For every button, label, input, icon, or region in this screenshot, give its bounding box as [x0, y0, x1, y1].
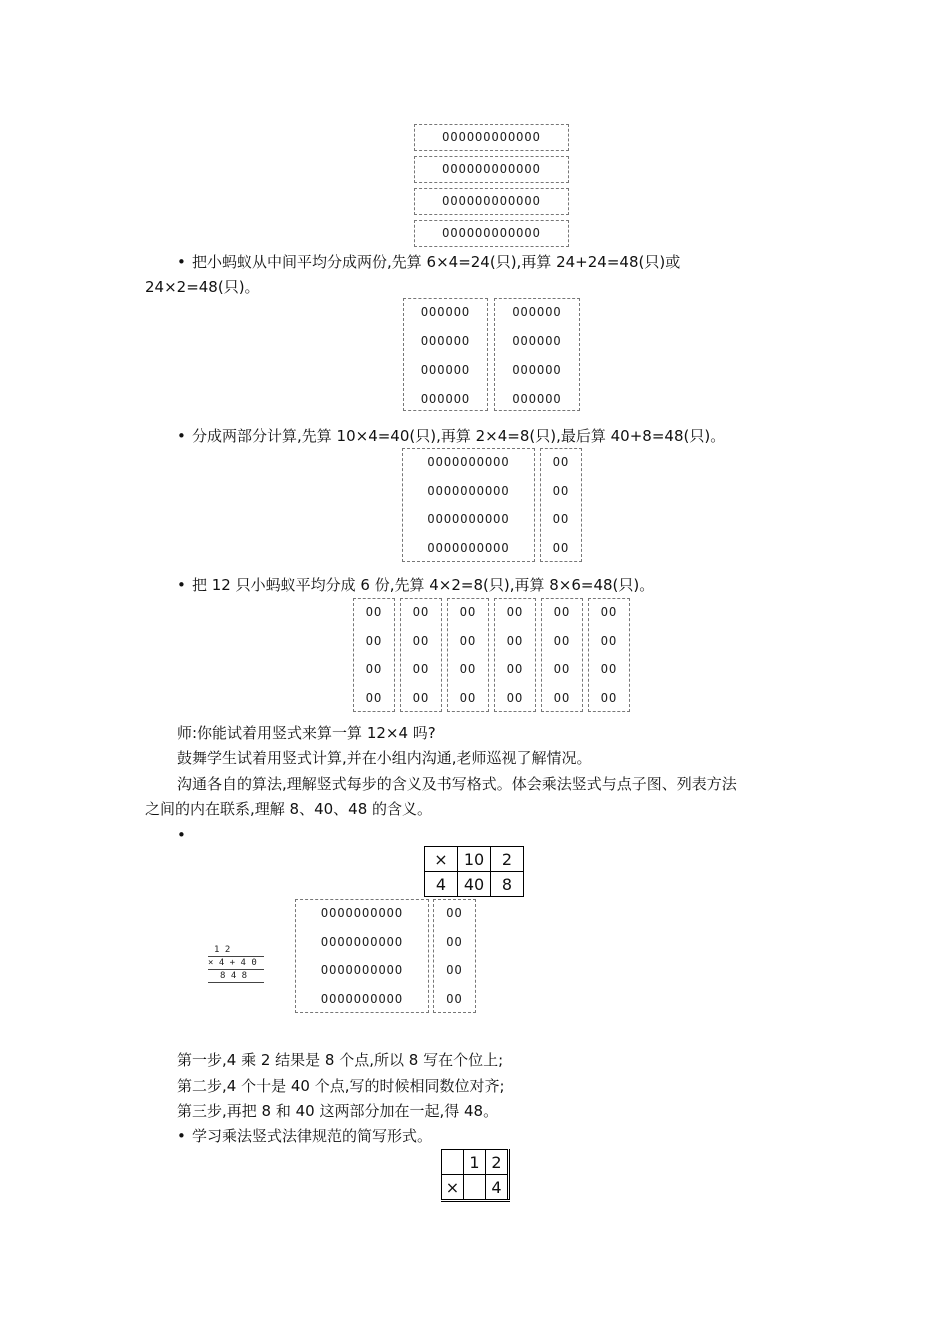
step-4: 学习乘法竖式法律规范的简写形式。 [192, 1127, 433, 1145]
dot-group-right [494, 298, 580, 411]
text-line-1: 把小蚂蚁从中间平均分成两份,先算 6×4=24(只),再算 24+24=48(只)或 [192, 253, 681, 271]
dot-row-text: OO [552, 512, 570, 526]
dot-group-ones [540, 448, 582, 562]
table-row [442, 1150, 509, 1175]
multiplication-table [424, 846, 524, 897]
dot-row-text: OOOOOO [420, 334, 471, 348]
bullet: • [177, 826, 186, 844]
table-row [442, 1175, 509, 1201]
dot-row-text: OO [459, 662, 477, 676]
dot-row-text: OOOOOOOOOO [320, 992, 404, 1006]
vcalc-line-1: 1 2 [214, 945, 231, 955]
dot-row-text: OO [365, 634, 383, 648]
dot-row-text: OO [446, 906, 463, 920]
dot-row-text: OOOOOOOOOOOO [442, 226, 541, 240]
dot-row-text: OO [552, 484, 570, 498]
dot-row-text: OO [365, 662, 383, 676]
bullet: • [177, 253, 186, 271]
text-line-2: 24×2=48(只)。 [145, 278, 260, 296]
dot-row-text: OO [446, 963, 463, 977]
dot-row-text: OO [600, 634, 618, 648]
dot-row-text: OOOOOOOOOO [427, 512, 510, 526]
dot-row-text: OO [446, 992, 463, 1006]
dot-row-text: OOOOOOOOOO [427, 484, 510, 498]
dot-row-text: OOOOOOOOOOOO [442, 130, 541, 144]
dot-row-text: OOOOOOOOOO [320, 906, 404, 920]
dot-row-4 [414, 220, 569, 247]
dot-group-ones-2 [433, 899, 476, 1013]
dot-group-left [403, 298, 488, 411]
dot-row-text: OOOOOOOOOOOO [442, 194, 541, 208]
dot-row-text: OO [365, 605, 383, 619]
paragraph-communicate-cont: 之间的内在联系,理解 8、40、48 的含义。 [145, 800, 433, 818]
dot-row-text: OOOOOO [420, 305, 471, 319]
table-cell: 2 [491, 847, 524, 872]
step-2: 第二步,4 个十是 40 个点,写的时候相同数位对齐; [177, 1077, 505, 1095]
paragraph-encourage: 鼓舞学生试着用竖式计算,并在小组内沟通,老师巡视了解情况。 [177, 749, 592, 767]
dot-row-text: OOOOOOOOOO [320, 935, 404, 949]
dot-row-text: OOOOOOOOOO [320, 963, 404, 977]
text-line-3: 分成两部分计算,先算 10×4=40(只),再算 2×4=8(只),最后算 40+8=48(只)。 [192, 427, 726, 445]
table-cell: 2 [486, 1150, 509, 1175]
dot-row-text: OO [506, 605, 524, 619]
dot-row-text: OO [552, 541, 570, 555]
table-cell: 40 [458, 872, 491, 897]
table-cell: 4 [486, 1175, 509, 1201]
dot-group-tens-2 [295, 899, 429, 1013]
dot-row-text: OO [600, 662, 618, 676]
dot-row-text: OO [553, 662, 571, 676]
paragraph-communicate: 沟通各自的算法,理解竖式每步的含义及书写格式。体会乘法竖式与点子图、列表方法 [177, 775, 737, 793]
dot-group-3 [447, 598, 489, 712]
dot-row-text: OO [412, 691, 430, 705]
dot-group-tens [402, 448, 535, 562]
dot-row-text: OO [412, 662, 430, 676]
dot-group-2 [400, 598, 442, 712]
dot-row-text: OO [365, 691, 383, 705]
bullet: • [177, 576, 186, 594]
bullet: • [177, 1127, 186, 1145]
dot-group-6 [588, 598, 630, 712]
dot-row-text: OO [600, 691, 618, 705]
dot-row-text: OO [446, 935, 463, 949]
step-1: 第一步,4 乘 2 结果是 8 个点,所以 8 写在个位上; [177, 1051, 504, 1069]
vertical-form-table [441, 1149, 510, 1202]
table-row [425, 872, 524, 897]
dot-row-text: OOOOOO [512, 305, 562, 319]
table-cell: 10 [458, 847, 491, 872]
bullet: • [177, 427, 186, 445]
dot-row-text: OO [459, 605, 477, 619]
table-cell [464, 1175, 486, 1201]
dot-row-text: OO [412, 605, 430, 619]
dot-row-text: OOOOOOOOOO [427, 455, 510, 469]
table-cell [442, 1150, 464, 1175]
dot-row-text: OO [600, 605, 618, 619]
step-3: 第三步,再把 8 和 40 这两部分加在一起,得 48。 [177, 1102, 499, 1120]
dot-row-text: OO [506, 691, 524, 705]
dot-row-text: OO [553, 605, 571, 619]
table-cell: 4 [425, 872, 458, 897]
dot-row-text: OO [506, 662, 524, 676]
dot-row-text: OO [506, 634, 524, 648]
table-row [425, 847, 524, 872]
dot-row-text: OOOOOOOOOOOO [442, 162, 541, 176]
dot-row-text: OOOOOO [420, 392, 471, 406]
vertical-calculation [208, 944, 264, 983]
dot-row-text: OO [412, 634, 430, 648]
dot-row-3 [414, 188, 569, 215]
dot-group-4 [494, 598, 536, 712]
text-line-4: 把 12 只小蚂蚁平均分成 6 份,先算 4×2=8(只),再算 8×6=48(只)。 [192, 576, 655, 594]
dot-row-text: OO [553, 691, 571, 705]
table-cell: 1 [464, 1150, 486, 1175]
dot-row-text: OOOOOO [512, 392, 562, 406]
table-cell: × [425, 847, 458, 872]
dot-row-text: OOOOOO [420, 363, 471, 377]
paragraph-teacher: 师:你能试着用竖式来算一算 12×4 吗? [177, 724, 436, 742]
dot-row-1 [414, 124, 569, 151]
dot-row-text: OO [459, 691, 477, 705]
dot-row-2 [414, 156, 569, 183]
vcalc-line-3: 8 4 8 [208, 969, 264, 983]
vcalc-line-2: × 4 + 4 0 [208, 956, 264, 969]
dot-group-5 [541, 598, 583, 712]
dot-row-text: OOOOOO [512, 363, 562, 377]
dot-row-text: OO [552, 455, 570, 469]
dot-group-1 [353, 598, 395, 712]
dot-row-text: OO [553, 634, 571, 648]
table-cell: 8 [491, 872, 524, 897]
dot-row-text: OO [459, 634, 477, 648]
dot-row-text: OOOOOOOOOO [427, 541, 510, 555]
dot-row-text: OOOOOO [512, 334, 562, 348]
table-cell: × [442, 1175, 464, 1201]
